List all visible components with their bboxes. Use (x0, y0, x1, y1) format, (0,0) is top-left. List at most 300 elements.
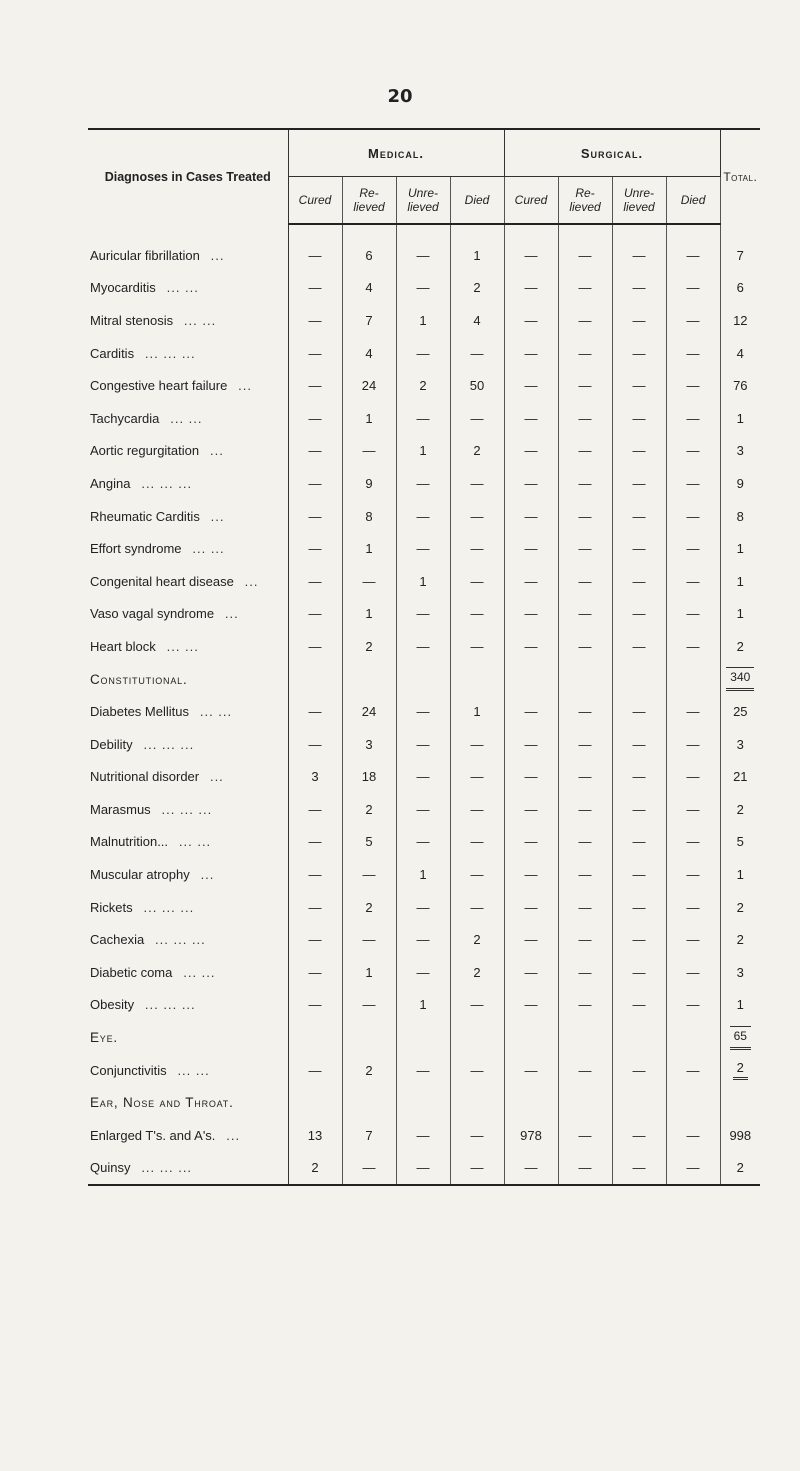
diagnosis-label: Tachycardia (90, 410, 160, 426)
total-value: 9 (736, 475, 744, 491)
value-cell: — (558, 337, 612, 370)
diagnosis-label: Vaso vagal syndrome (90, 606, 215, 622)
diagnosis-label: Conjunctivitis (90, 1062, 167, 1078)
table-row (88, 630, 760, 663)
value-cell: 3 (288, 761, 342, 794)
value-cell: — (288, 923, 342, 956)
total-cell (720, 500, 760, 533)
diagnosis-cell (88, 272, 288, 305)
value-cell: — (342, 923, 396, 956)
leader-dots: ... ... ... (161, 801, 213, 817)
value-cell: — (558, 761, 612, 794)
value-cell: — (666, 565, 720, 598)
diagnosis-cell (88, 598, 288, 631)
value-cell: — (288, 793, 342, 826)
value-cell: — (504, 337, 558, 370)
page-number: 20 (387, 86, 413, 107)
value-cell: — (396, 239, 450, 272)
value-cell: — (396, 598, 450, 631)
value-cell: — (504, 1054, 558, 1087)
value-cell: — (504, 793, 558, 826)
table-header (88, 129, 760, 224)
table-row (88, 1054, 760, 1087)
value-cell: — (288, 239, 342, 272)
value-cell: 1 (342, 532, 396, 565)
value-cell: — (288, 467, 342, 500)
diagnosis-cell (88, 923, 288, 956)
total-cell (720, 565, 760, 598)
value-cell: — (612, 728, 666, 761)
value-cell: — (558, 858, 612, 891)
value-cell: 1 (396, 565, 450, 598)
value-cell: — (504, 272, 558, 305)
diagnosis-cell (88, 304, 288, 337)
diagnosis-cell (88, 467, 288, 500)
value-cell: — (558, 369, 612, 402)
value-cell: — (288, 565, 342, 598)
header-medical-died: Died (450, 177, 504, 225)
value-cell: — (666, 1119, 720, 1152)
value-cell: — (666, 467, 720, 500)
value-cell: — (612, 956, 666, 989)
total-cell (720, 793, 760, 826)
value-cell: — (612, 500, 666, 533)
leader-dots: ... (226, 1127, 241, 1143)
value-cell: — (558, 891, 612, 924)
diagnosis-label: Diabetes Mellitus (90, 704, 189, 720)
value-cell: — (504, 467, 558, 500)
value-cell: — (666, 304, 720, 337)
leader-dots: ... ... (170, 410, 203, 426)
leader-dots: ... (210, 247, 225, 263)
total-value: 5 (736, 834, 744, 850)
diagnosis-label: Angina (90, 475, 131, 491)
diagnosis-label: Obesity (90, 997, 135, 1013)
value-cell: — (504, 728, 558, 761)
value-cell: 7 (342, 304, 396, 337)
value-cell: — (396, 761, 450, 794)
value-cell: — (666, 630, 720, 663)
value-cell: 4 (342, 272, 396, 305)
table-row (88, 728, 760, 761)
diagnosis-cell (88, 989, 288, 1022)
leader-dots: ... ... ... (141, 1160, 193, 1176)
cardiac-subtotal: 340 (726, 667, 754, 691)
value-cell: — (288, 598, 342, 631)
value-cell: 2 (450, 923, 504, 956)
value-cell: — (558, 467, 612, 500)
value-cell: 24 (342, 369, 396, 402)
value-cell: — (612, 272, 666, 305)
leader-dots: ... ... (177, 1062, 210, 1078)
header-total: Total. (720, 129, 760, 224)
value-cell: — (450, 337, 504, 370)
value-cell: — (612, 630, 666, 663)
leader-dots: ... ... (183, 964, 216, 980)
value-cell: 8 (342, 500, 396, 533)
total-value: 2 (736, 801, 744, 817)
value-cell: — (504, 858, 558, 891)
total-value: 2 (736, 1160, 744, 1176)
value-cell: — (504, 891, 558, 924)
value-cell: — (450, 1054, 504, 1087)
value-cell: — (612, 891, 666, 924)
value-cell: — (666, 598, 720, 631)
total-value: 3 (736, 964, 744, 980)
diagnosis-cell (88, 239, 288, 272)
value-cell: — (288, 337, 342, 370)
diagnosis-cell (88, 858, 288, 891)
constitutional-heading-row (88, 663, 760, 696)
value-cell: — (450, 630, 504, 663)
diagnosis-label: Malnutrition... (90, 834, 169, 850)
value-cell: — (612, 435, 666, 468)
value-cell: — (666, 858, 720, 891)
value-cell: — (504, 923, 558, 956)
diagnosis-cell (88, 435, 288, 468)
value-cell: — (396, 1054, 450, 1087)
value-cell: — (612, 304, 666, 337)
value-cell: — (342, 565, 396, 598)
value-cell: — (504, 598, 558, 631)
value-cell: — (666, 369, 720, 402)
value-cell: — (666, 337, 720, 370)
value-cell: — (612, 565, 666, 598)
table-row (88, 565, 760, 598)
value-cell: — (666, 239, 720, 272)
value-cell: — (504, 989, 558, 1022)
value-cell: — (450, 402, 504, 435)
value-cell: — (558, 728, 612, 761)
value-cell: — (450, 1152, 504, 1186)
leader-dots: ... (238, 378, 252, 394)
value-cell: — (612, 369, 666, 402)
diagnosis-cell (88, 500, 288, 533)
value-cell: 2 (342, 630, 396, 663)
total-value: 7 (736, 247, 744, 263)
diagnosis-cell (88, 956, 288, 989)
value-cell: — (666, 956, 720, 989)
table-row (88, 695, 760, 728)
total-cell (720, 989, 760, 1022)
value-cell: — (450, 858, 504, 891)
value-cell: — (558, 532, 612, 565)
total-cell (720, 598, 760, 631)
diagnosis-cell (88, 402, 288, 435)
diagnosis-cell (88, 728, 288, 761)
diagnosis-label: Rickets (90, 899, 133, 915)
diagnosis-label: Marasmus (90, 801, 151, 817)
value-cell: — (504, 532, 558, 565)
total-value: 8 (736, 508, 744, 524)
table-row (88, 500, 760, 533)
value-cell: — (558, 1152, 612, 1186)
value-cell: — (450, 1119, 504, 1152)
diagnosis-label: Congestive heart failure (90, 378, 228, 394)
eye-heading: Eye. (88, 1021, 288, 1054)
value-cell: — (288, 956, 342, 989)
value-cell: 2 (450, 956, 504, 989)
value-cell: — (612, 695, 666, 728)
table-row (88, 1152, 760, 1186)
diagnosis-cell (88, 793, 288, 826)
diagnosis-label: Quinsy (90, 1160, 131, 1176)
table-row (88, 923, 760, 956)
value-cell: — (396, 467, 450, 500)
total-cell (720, 304, 760, 337)
total-value: 1 (736, 997, 744, 1013)
diagnosis-cell (88, 891, 288, 924)
leader-dots: ... (210, 508, 225, 524)
total-cell (720, 826, 760, 859)
table-body (88, 224, 760, 1185)
value-cell: 2 (342, 793, 396, 826)
value-cell: — (396, 337, 450, 370)
value-cell: 1 (396, 989, 450, 1022)
table-row (88, 989, 760, 1022)
leader-dots: ... ... (166, 638, 199, 654)
value-cell: 4 (342, 337, 396, 370)
leader-dots: ... (209, 769, 224, 785)
total-value: 1 (736, 410, 744, 426)
table-row (88, 337, 760, 370)
total-value: 2 (733, 1060, 748, 1080)
value-cell: — (558, 956, 612, 989)
value-cell: — (396, 728, 450, 761)
diagnosis-cell (88, 761, 288, 794)
header-diagnoses: Diagnoses in Cases Treated (88, 129, 288, 224)
diagnosis-label: Mitral stenosis (90, 312, 174, 328)
value-cell: — (396, 532, 450, 565)
total-cell (720, 337, 760, 370)
value-cell: — (504, 565, 558, 598)
table-row (88, 467, 760, 500)
value-cell: 2 (288, 1152, 342, 1186)
value-cell: — (288, 272, 342, 305)
value-cell: — (342, 1152, 396, 1186)
value-cell: — (666, 402, 720, 435)
value-cell: — (558, 272, 612, 305)
leader-dots: ... ... ... (143, 736, 195, 752)
value-cell: — (558, 565, 612, 598)
value-cell: — (504, 369, 558, 402)
table-row (88, 891, 760, 924)
value-cell: — (396, 630, 450, 663)
diagnosis-cell (88, 565, 288, 598)
value-cell: — (396, 695, 450, 728)
leader-dots: ... ... ... (143, 899, 195, 915)
diagnosis-label: Rheumatic Carditis (90, 508, 200, 524)
diagnosis-label: Heart block (90, 638, 156, 654)
leader-dots: ... (209, 443, 224, 459)
total-value: 3 (736, 443, 744, 459)
header-surgical-died: Died (666, 177, 720, 225)
diagnoses-table (88, 128, 760, 1186)
value-cell: — (396, 500, 450, 533)
value-cell: — (612, 989, 666, 1022)
value-cell: — (450, 761, 504, 794)
value-cell: — (612, 923, 666, 956)
value-cell: — (612, 858, 666, 891)
leader-dots: ... (244, 573, 259, 589)
leader-dots: ... ... (178, 834, 212, 850)
value-cell: — (612, 402, 666, 435)
total-cell (720, 239, 760, 272)
value-cell: 7 (342, 1119, 396, 1152)
value-cell: — (288, 435, 342, 468)
value-cell: 2 (396, 369, 450, 402)
total-cell (720, 272, 760, 305)
value-cell: 24 (342, 695, 396, 728)
value-cell: 50 (450, 369, 504, 402)
value-cell: — (666, 435, 720, 468)
total-value: 4 (736, 345, 744, 361)
value-cell: 9 (342, 467, 396, 500)
total-cell (720, 923, 760, 956)
value-cell: — (288, 891, 342, 924)
table-row (88, 369, 760, 402)
value-cell: — (612, 337, 666, 370)
diagnosis-label: Myocarditis (90, 280, 156, 296)
value-cell: — (612, 1152, 666, 1186)
total-value: 3 (736, 736, 744, 752)
leader-dots: ... ... (166, 280, 199, 296)
value-cell: — (558, 630, 612, 663)
diagnosis-label: Debility (90, 736, 133, 752)
diagnosis-cell (88, 630, 288, 663)
diagnosis-label: Cachexia (90, 932, 145, 948)
value-cell: — (612, 1054, 666, 1087)
value-cell: — (666, 826, 720, 859)
total-value: 998 (729, 1127, 752, 1143)
total-cell (720, 1054, 760, 1087)
spacer-row (88, 224, 760, 239)
table-row (88, 239, 760, 272)
value-cell: — (288, 304, 342, 337)
value-cell: 3 (342, 728, 396, 761)
value-cell: — (666, 761, 720, 794)
value-cell: — (288, 695, 342, 728)
total-cell (720, 532, 760, 565)
diagnosis-label: Auricular fibrillation (90, 247, 200, 263)
value-cell: 1 (342, 402, 396, 435)
total-value: 1 (736, 541, 744, 557)
value-cell: — (612, 826, 666, 859)
total-value: 2 (736, 932, 744, 948)
total-cell (720, 956, 760, 989)
value-cell: — (450, 728, 504, 761)
value-cell: — (666, 728, 720, 761)
diagnosis-label: Enlarged T's. and A's. (90, 1127, 216, 1143)
table-row (88, 761, 760, 794)
value-cell: — (288, 989, 342, 1022)
value-cell: — (504, 695, 558, 728)
total-cell (720, 1119, 760, 1152)
diagnosis-cell (88, 826, 288, 859)
eye-heading-row (88, 1021, 760, 1054)
total-cell (720, 435, 760, 468)
value-cell: 1 (342, 956, 396, 989)
value-cell: — (288, 630, 342, 663)
value-cell: 1 (450, 239, 504, 272)
value-cell: — (558, 402, 612, 435)
value-cell: — (288, 369, 342, 402)
total-value: 1 (736, 867, 744, 883)
value-cell: 2 (342, 891, 396, 924)
diagnosis-cell (88, 695, 288, 728)
total-cell (720, 630, 760, 663)
leader-dots: ... (200, 867, 215, 883)
value-cell: — (558, 1119, 612, 1152)
value-cell: — (396, 923, 450, 956)
value-cell: — (450, 532, 504, 565)
value-cell: — (504, 435, 558, 468)
value-cell: — (612, 761, 666, 794)
value-cell: — (288, 402, 342, 435)
value-cell: — (396, 826, 450, 859)
table-row (88, 858, 760, 891)
total-cell (720, 402, 760, 435)
value-cell: — (504, 500, 558, 533)
diagnosis-label: Diabetic coma (90, 964, 173, 980)
value-cell: — (450, 500, 504, 533)
table-row (88, 1119, 760, 1152)
value-cell: 2 (450, 435, 504, 468)
value-cell: — (342, 858, 396, 891)
value-cell: — (288, 532, 342, 565)
value-cell: — (666, 695, 720, 728)
value-cell: — (396, 956, 450, 989)
value-cell: 13 (288, 1119, 342, 1152)
diagnosis-cell (88, 532, 288, 565)
value-cell: — (504, 304, 558, 337)
value-cell: — (612, 598, 666, 631)
diagnosis-cell (88, 337, 288, 370)
value-cell: — (342, 989, 396, 1022)
diagnosis-label: Muscular atrophy (90, 867, 190, 883)
value-cell: 6 (342, 239, 396, 272)
value-cell: — (504, 956, 558, 989)
value-cell: — (504, 630, 558, 663)
value-cell: — (450, 467, 504, 500)
value-cell: 5 (342, 826, 396, 859)
value-cell: — (666, 1152, 720, 1186)
value-cell: 1 (396, 435, 450, 468)
value-cell: 4 (450, 304, 504, 337)
value-cell: — (666, 989, 720, 1022)
diagnosis-label: Congenital heart disease (90, 573, 234, 589)
value-cell: 978 (504, 1119, 558, 1152)
value-cell: — (558, 793, 612, 826)
header-surgical-unrelieved: Unre- lieved (612, 177, 666, 225)
value-cell: — (666, 500, 720, 533)
total-value: 6 (736, 280, 744, 296)
ent-heading: Ear, Nose and Throat. (88, 1086, 288, 1119)
value-cell: — (666, 1054, 720, 1087)
value-cell: 1 (396, 858, 450, 891)
value-cell: — (288, 728, 342, 761)
ent-heading-row (88, 1086, 760, 1119)
value-cell: — (666, 891, 720, 924)
total-cell (720, 728, 760, 761)
value-cell: — (558, 304, 612, 337)
value-cell: — (396, 272, 450, 305)
leader-dots: ... ... ... (144, 345, 196, 361)
leader-dots: ... (224, 606, 239, 622)
total-value: 1 (736, 573, 744, 589)
leader-dots: ... ... (192, 541, 225, 557)
value-cell: — (450, 565, 504, 598)
